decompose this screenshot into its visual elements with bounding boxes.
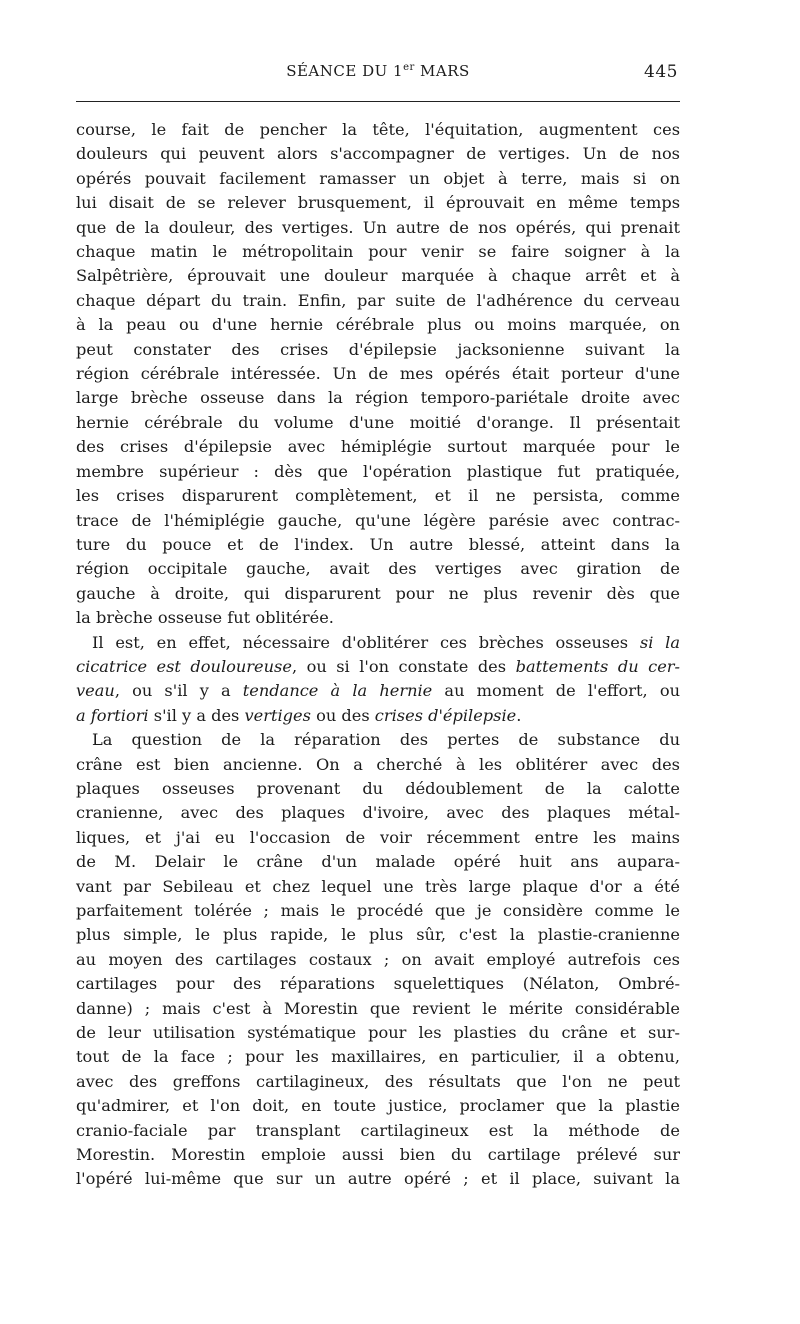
text-line: les crises disparurent complètement, et il ne persista, comme — [76, 486, 680, 506]
text-line: cicatrice est douloureuse, ou si l'on constate des battements du cer- — [76, 656, 680, 676]
text-line: chaque départ du train. Enfin, par suite de l'adhérence du cerveau — [76, 290, 680, 310]
text-line: La question de la réparation des pertes de substance du — [92, 730, 680, 750]
text-line: Morestin. Morestin emploie aussi bien du cartilage prélevé sur — [76, 1145, 680, 1165]
text-line: au moyen des cartilages costaux ; on avait employé autrefois ces — [76, 949, 680, 969]
text-line: gauche à droite, qui disparurent pour ne plus revenir dès que — [76, 583, 680, 603]
paragraph-2 — [76, 631, 680, 729]
text-line: douleurs qui peuvent alors s'accompagner de vertiges. Un de nos — [76, 144, 680, 164]
text-line: de leur utilisation systématique pour les plasties du crâne et sur- — [76, 1023, 680, 1043]
text-line: de M. Delair le crâne d'un malade opéré huit ans aupara- — [76, 852, 680, 872]
text-line: la brèche osseuse fut oblitérée. — [76, 608, 334, 628]
text-line: l'opéré lui-même que sur un autre opéré ; et il place, suivant la — [76, 1169, 680, 1189]
text-line: cartilages pour des réparations squelettiques (Nélaton, Ombré- — [76, 974, 680, 994]
text-line: ture du pouce et de l'index. Un autre blessé, atteint dans la — [76, 534, 680, 554]
text-line: à la peau ou d'une hernie cérébrale plus ou moins marquée, on — [76, 315, 680, 335]
paragraph-3 — [76, 728, 680, 1192]
text-line: hernie cérébrale du volume d'une moitié d'orange. Il présentait — [76, 412, 680, 432]
text-line: opérés pouvait facilement ramasser un objet à terre, mais si on — [76, 168, 680, 188]
running-header — [76, 62, 680, 92]
page-number: 445 — [644, 62, 678, 82]
text-line: avec des greffons cartilagineux, des résultats que l'on ne peut — [76, 1071, 680, 1091]
text-line: lui disait de se relever brusquement, il éprouvait en même temps — [76, 193, 680, 213]
paragraph-1 — [76, 118, 680, 631]
text-line: veau, ou s'il y a tendance à la hernie au moment de l'effort, ou — [76, 681, 681, 701]
text-line: Salpêtrière, éprouvait une douleur marquée à chaque arrêt et à — [76, 266, 680, 286]
body-text — [76, 118, 680, 1192]
text-line: cranio-faciale par transplant cartilagineux est la méthode de — [76, 1120, 680, 1140]
text-line: chaque matin le métropolitain pour venir se faire soigner à la — [76, 242, 680, 262]
text-line: plus simple, le plus rapide, le plus sûr, c'est la plastie-cranienne — [76, 925, 680, 945]
text-line: cranienne, avec des plaques d'ivoire, avec des plaques métal- — [76, 803, 680, 823]
text-line: que de la douleur, des vertiges. Un autre de nos opérés, qui prenait — [76, 217, 680, 237]
text-line: course, le fait de pencher la tête, l'équitation, augmentent ces — [76, 120, 680, 139]
text-line: vant par Sebileau et chez lequel une très large plaque d'or a été — [76, 876, 680, 896]
text-line: membre supérieur : dès que l'opération plastique fut pratiquée, — [76, 461, 680, 481]
text-line: Il est, en effet, nécessaire d'oblitérer ces brèches osseuses si la — [92, 632, 680, 652]
text-line: région cérébrale intéressée. Un de mes opérés était porteur d'une — [76, 364, 680, 384]
text-line: plaques osseuses provenant du dédoublement de la calotte — [76, 778, 680, 798]
text-line: a fortiori s'il y a des vertiges ou des crises d'épilepsie. — [76, 705, 522, 725]
text-line: danne) ; mais c'est à Morestin que revient le mérite considérable — [76, 998, 680, 1018]
text-line: des crises d'épilepsie avec hémiplégie surtout marquée pour le — [76, 437, 680, 457]
text-line: parfaitement tolérée ; mais le procédé que je considère comme le — [76, 901, 680, 920]
text-line: liques, et j'ai eu l'occasion de voir récemment entre les mains — [76, 827, 680, 847]
text-line: trace de l'hémiplégie gauche, qu'une légère parésie avec contrac- — [76, 510, 680, 530]
text-line: qu'admirer, et l'on doit, en toute justice, proclamer que la plastie — [76, 1096, 680, 1116]
text-line: peut constater des crises d'épilepsie jacksonienne suivant la — [76, 339, 680, 359]
running-title: SÉANCE DU 1er MARS — [286, 62, 470, 80]
text-line: région occipitale gauche, avait des vertiges avec giration de — [76, 559, 680, 579]
text-line: tout de la face ; pour les maxillaires, en particulier, il a obtenu, — [76, 1047, 680, 1067]
text-line: large brèche osseuse dans la région temporo-pariétale droite avec — [76, 388, 680, 408]
text-line: crâne est bien ancienne. On a cherché à les oblitérer avec des — [76, 754, 680, 774]
header-rule — [76, 101, 680, 102]
